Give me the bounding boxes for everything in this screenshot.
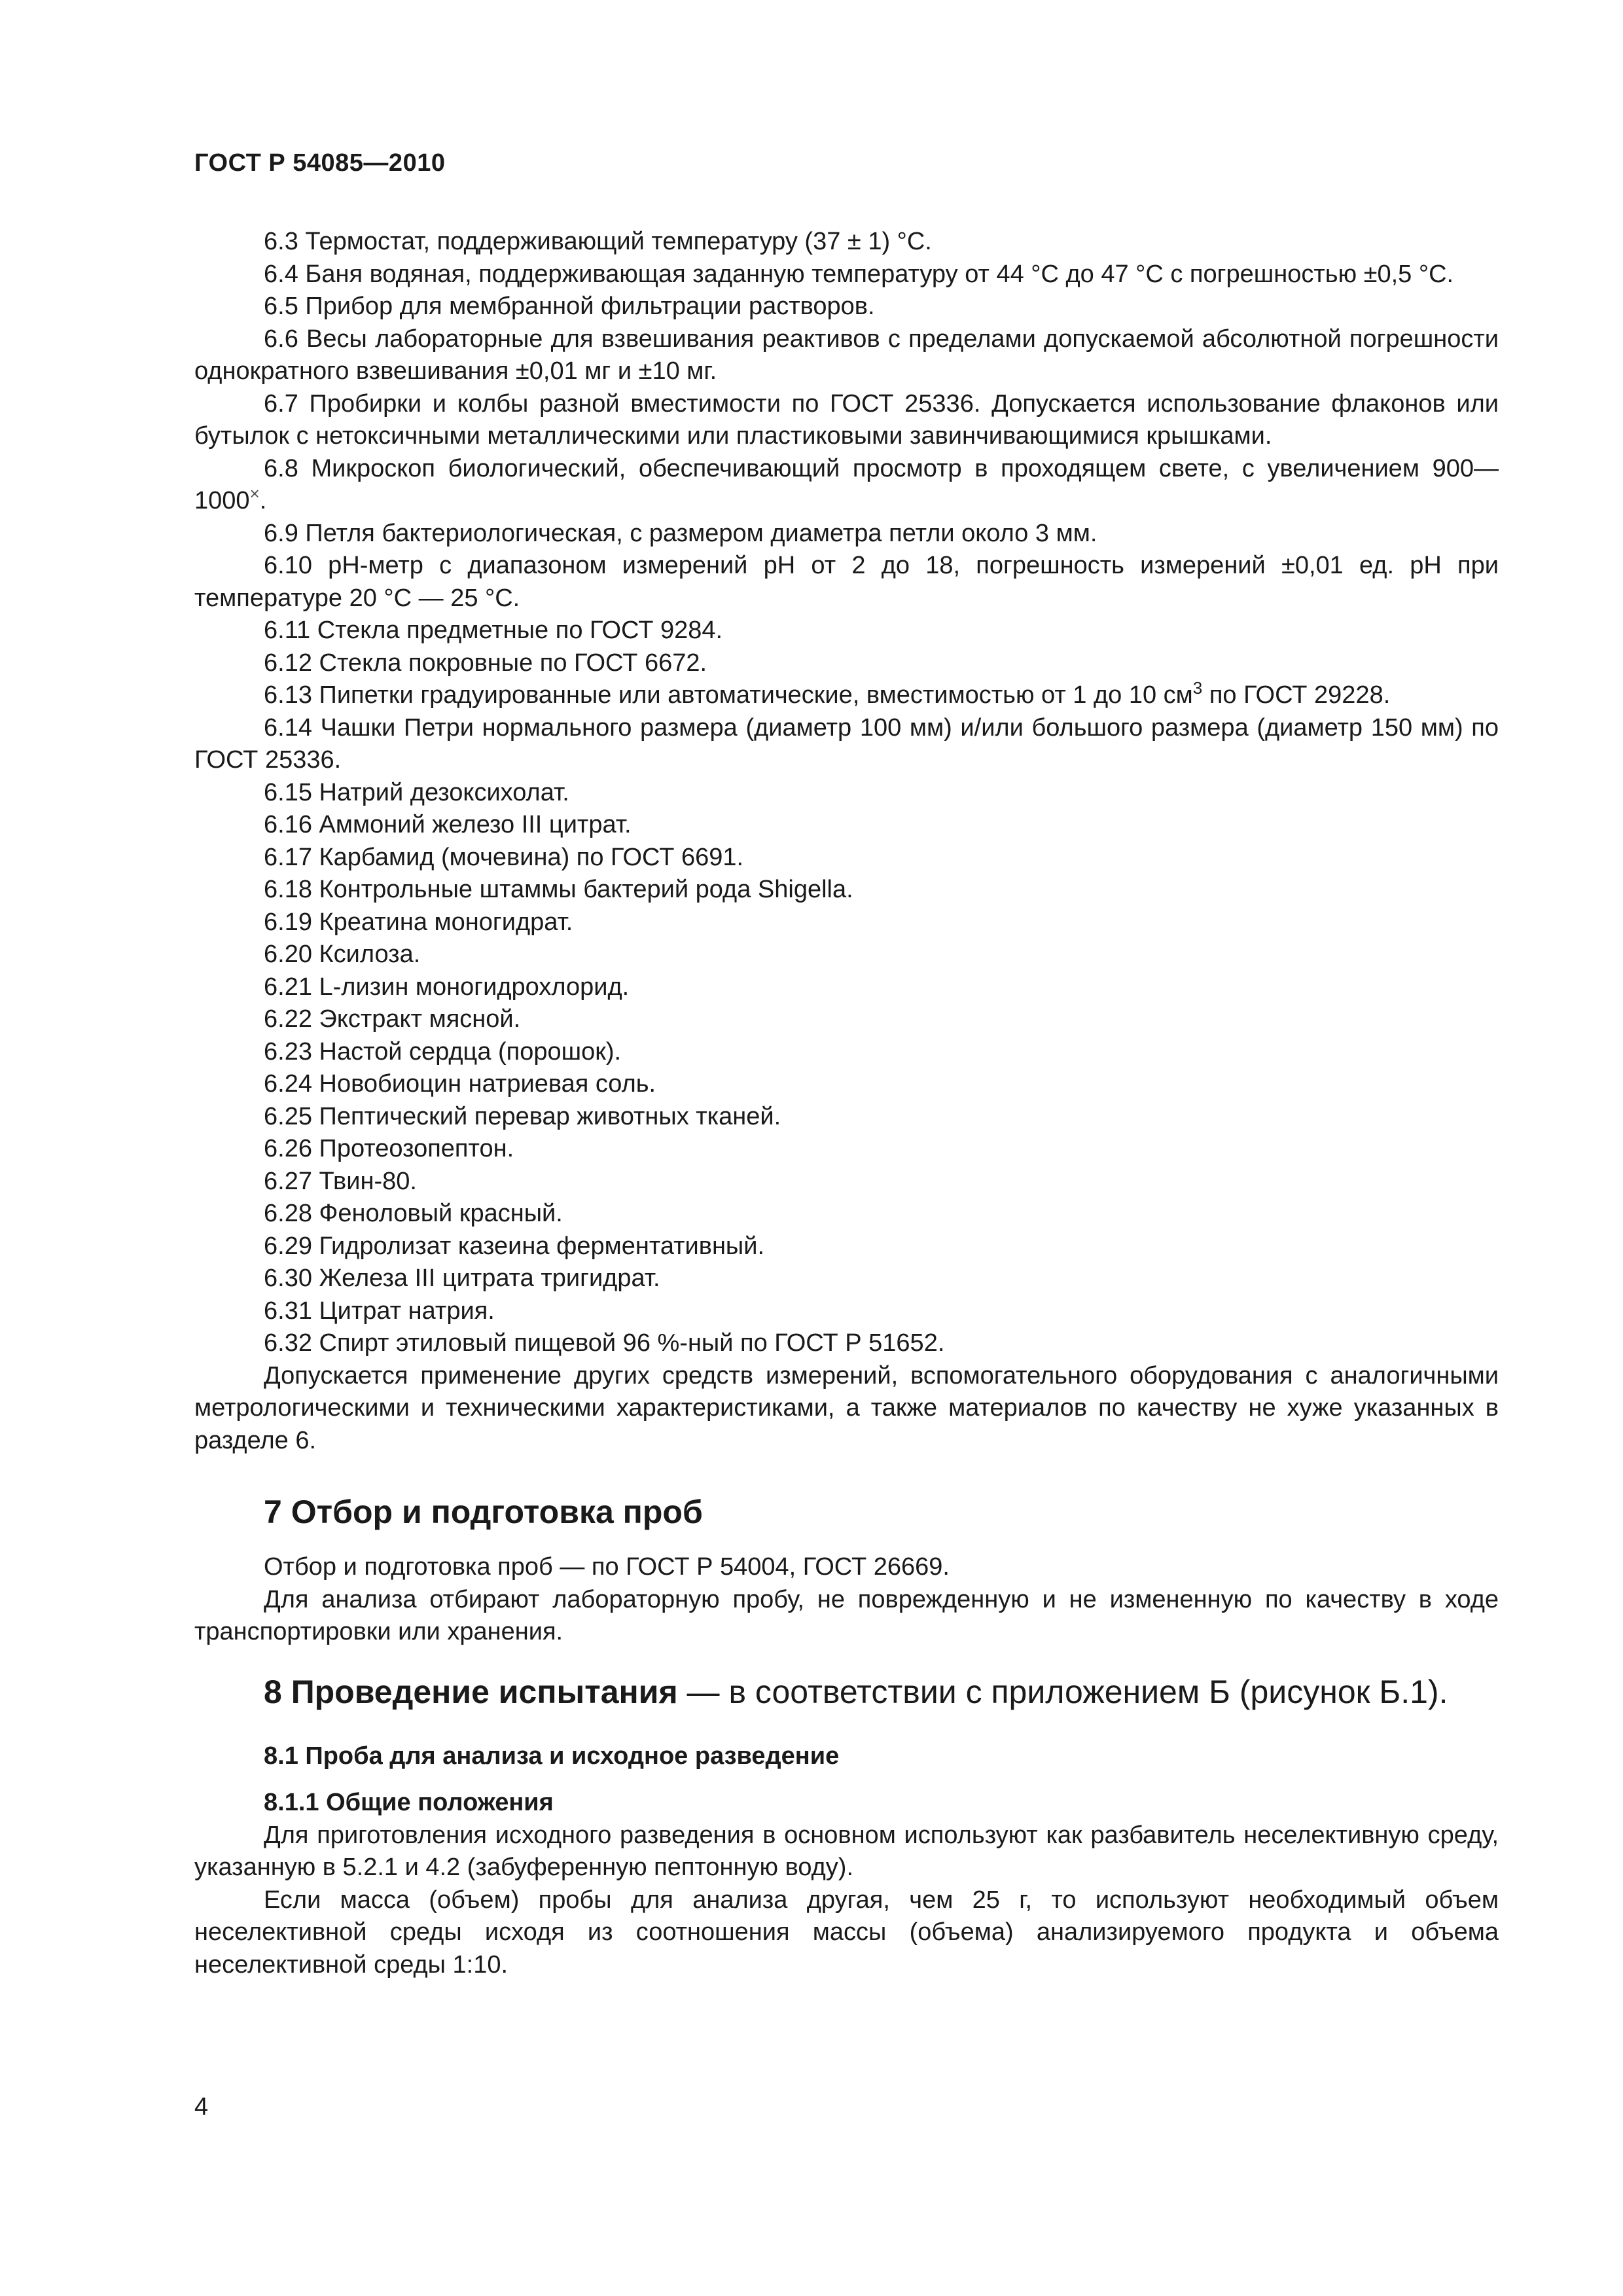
list-item [194,291,1499,323]
list-item [194,1166,1499,1198]
list-item-text: 6.4 Баня водяная, поддерживающая заданную температуру от 44 °С до 47 °С с погрешностью ±0,5 °С. [264,260,1454,288]
list-item-text: 6.7 Пробирки и колбы разной вместимости по ГОСТ 25336. Допускается использование флаконов или бутылок с нетоксичными металлическими или пластиковыми завинчивающимися крышками. [194,389,1499,450]
list-item [194,777,1499,810]
list-item-text: 6.25 Пептический перевар животных тканей. [264,1102,781,1130]
list-item-text: 6.17 Карбамид (мочевина) по ГОСТ 6691. [264,843,744,871]
list-item [194,323,1499,388]
section-8-heading [194,1672,1499,1712]
list-item-text: 6.14 Чашки Петри нормального размера (диаметр 100 мм) и/или большого размера (диаметр 150 мм) по ГОСТ 25336. [194,713,1499,774]
list-item [194,1198,1499,1230]
list-item [194,550,1499,615]
section-7-paragraph: Отбор и подготовка проб — по ГОСТ Р 54004, ГОСТ 26669. [264,1553,950,1581]
list-item-text: 6.29 Гидролизат казеина ферментативный. [264,1232,765,1260]
list-item-text: 6.20 Ксилоза. [264,941,421,968]
list-item [194,906,1499,939]
list-item-text: 6.6 Весы лабораторные для взвешивания реактивов с пределами допускаемой абсолютной погрешности однократного взвешивания ±0,01 мг и ±10 мг. [194,325,1499,385]
list-item-text: 6.5 Прибор для мембранной фильтрации растворов. [264,293,875,320]
list-item-text: 6.12 Стекла покровные по ГОСТ 6672. [264,649,707,677]
list-item [194,679,1499,712]
list-item-text: 6.27 Твин-80. [264,1167,417,1195]
list-item-tail: по ГОСТ 29228. [1202,681,1391,709]
section-8-heading-title: 8 Проведение испытания [264,1673,678,1710]
section-7-paragraph: Для анализа отбирают лабораторную пробу, не поврежденную и не измененную по качеству в ходе транспортировки или хранения. [194,1585,1499,1645]
list-item-text: 6.21 L-лизин моногидрохлорид. [264,973,630,1001]
list-item-text: 6.8 Микроскоп биологический, обеспечивающий просмотр в проходящем свете, с увеличением 900—1000 [194,454,1499,514]
list-item [194,842,1499,874]
section-7-heading: 7 Отбор и подготовка проб [264,1494,703,1530]
list-item-text: 6.24 Новобиоцин натриевая соль. [264,1070,656,1098]
document-body [194,226,1499,1981]
list-item-text: 6.30 Железа III цитрата тригидрат. [264,1265,660,1292]
section-6-items [194,226,1499,1457]
document-header-code: ГОСТ Р 54085—2010 [194,149,446,177]
list-item-text: 6.23 Настой сердца (порошок). [264,1037,622,1066]
section-8-heading-tail: — в соответствии с приложением Б (рисунок Б.1). [677,1673,1448,1710]
list-item-text: 6.18 Контрольные штаммы бактерий рода Shigella. [264,876,853,903]
list-item [194,809,1499,842]
list-item-text: 6.11 Стекла предметные по ГОСТ 9284. [264,617,723,644]
list-item [194,1295,1499,1328]
list-item-text: 6.16 Аммоний железо III цитрат. [264,811,632,838]
page-number: 4 [194,2093,209,2121]
list-item-tail: . [259,487,267,514]
list-item [194,1230,1499,1263]
subsection-8-1-1-heading: 8.1.1 Общие положения [264,1789,554,1816]
section-8-paragraph: Если масса (объем) пробы для анализа другая, чем 25 г, то используют необходимый объем неселективной среды исходя из соотношения массы (объема) анализируемого продукта и объема неселективной среды 1:10. [194,1886,1499,1979]
list-item [194,1360,1499,1458]
list-item [194,1068,1499,1101]
superscript: × [249,484,260,503]
list-item [194,1327,1499,1360]
list-item [194,226,1499,259]
subsection-8-1-heading: 8.1 Проба для анализа и исходное разведение [264,1742,840,1770]
list-item [194,518,1499,550]
list-item [194,1263,1499,1295]
list-item-text: 6.9 Петля бактериологическая, с размером диаметра петли около 3 мм. [264,519,1097,547]
list-item-text: 6.13 Пипетки градуированные или автоматические, вместимостью от 1 до 10 см [264,681,1193,709]
list-item [194,712,1499,777]
list-item-text: 6.22 Экстракт мясной. [264,1005,521,1033]
list-item [194,939,1499,971]
list-item [194,1003,1499,1036]
list-item-text: 6.31 Цитрат натрия. [264,1297,495,1325]
list-item [194,1133,1499,1166]
section-8-paragraph: Для приготовления исходного разведения в основном используют как разбавитель неселективную среду, указанную в 5.2.1 и 4.2 (забуференную пептонную воду). [194,1821,1499,1881]
list-item [194,874,1499,906]
list-item-text: 6.10 рН-метр с диапазоном измерений рН от 2 до 18, погрешность измерений ±0,01 ед. рН при температуре 20 °С — 25 °С. [194,552,1499,612]
list-item-text: Допускается применение других средств измерений, вспомогательного оборудования с аналогичными метрологическими и техническими характеристиками, а также материалов по качеству не хуже указанных в разделе 6. [194,1361,1499,1454]
list-item-text: 6.15 Натрий дезоксихолат. [264,778,569,806]
list-item [194,1036,1499,1069]
list-item [194,971,1499,1004]
list-item-text: 6.32 Спирт этиловый пищевой 96 %-ный по ГОСТ Р 51652. [264,1329,945,1357]
superscript: 3 [1192,678,1203,698]
list-item-text: 6.28 Феноловый красный. [264,1200,563,1227]
list-item-text: 6.19 Креатина моногидрат. [264,908,573,936]
list-item-text: 6.3 Термостат, поддерживающий температуру (37 ± 1) °С. [264,228,932,255]
list-item [194,615,1499,647]
list-item-text: 6.26 Протеозопептон. [264,1135,514,1162]
list-item [194,453,1499,518]
list-item [194,1101,1499,1134]
list-item [194,388,1499,453]
list-item [194,647,1499,680]
list-item [194,259,1499,291]
